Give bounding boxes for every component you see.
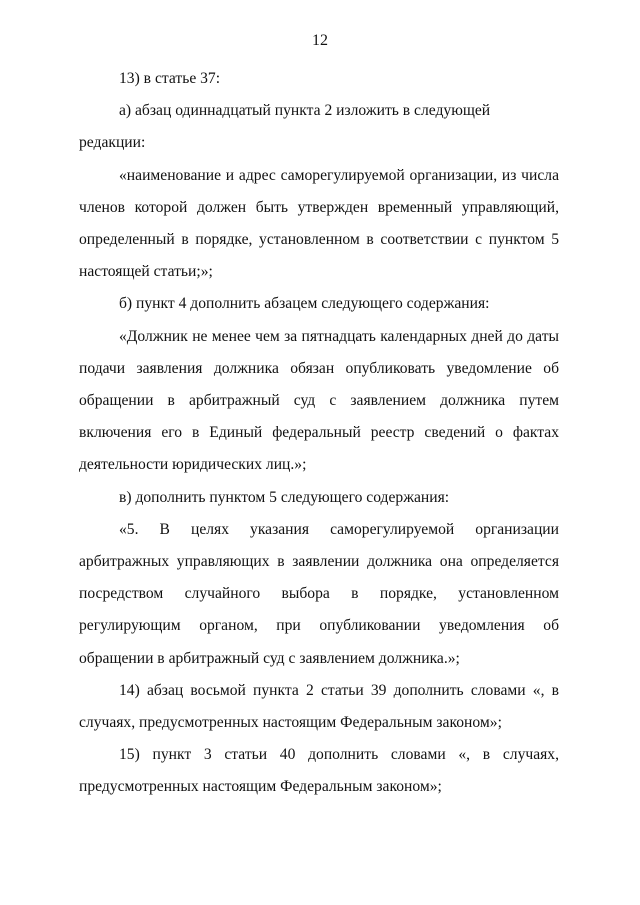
paragraph-item-15: 15) пункт 3 статьи 40 дополнить словами «, в случаях, предусмотренных настоящим Федеральным законом»;: [79, 746, 559, 796]
paragraph-item-14: 14) абзац восьмой пункта 2 статьи 39 дополнить словами «, в случаях, предусмотренных настоящим Федеральным законом»;: [79, 681, 559, 732]
paragraph-item-13a: а) абзац одиннадцатый пункта 2 изложить в следующей редакции:: [79, 102, 491, 152]
paragraph-item-13c-quote: «5. В целях указания саморегулируемой организации арбитражных управляющих в заявлении должника она определяется посредством случайного выбора в порядке, установленном регулирующим органом, при опубликовании уведомления об обращении в арбитражный суд с заявлением должника.»;: [79, 520, 559, 667]
paragraph-item-13: 13) в статье 37:: [119, 70, 221, 87]
paragraph-item-13c: в) дополнить пунктом 5 следующего содержания:: [119, 488, 450, 506]
document-body: [79, 63, 559, 804]
page-number: 12: [312, 32, 328, 49]
paragraph-item-13b-quote: «Должник не менее чем за пятнадцать календарных дней до даты подачи заявления должника обязан опубликовать уведомление об обращении в арбитражный суд с заявлением должника путем включения его в Единый федеральный реестр сведений о фактах деятельности юридических лиц.»;: [79, 327, 559, 474]
paragraph-item-13b: б) пункт 4 дополнить абзацем следующего содержания:: [119, 295, 490, 313]
paragraph-item-13a-quote: «наименование и адрес саморегулируемой организации, из числа членов которой должен быть утвержден временный управляющий, определенный в порядке, установленном в соответствии с пунктом 5 настоящей статьи;»;: [79, 166, 559, 281]
